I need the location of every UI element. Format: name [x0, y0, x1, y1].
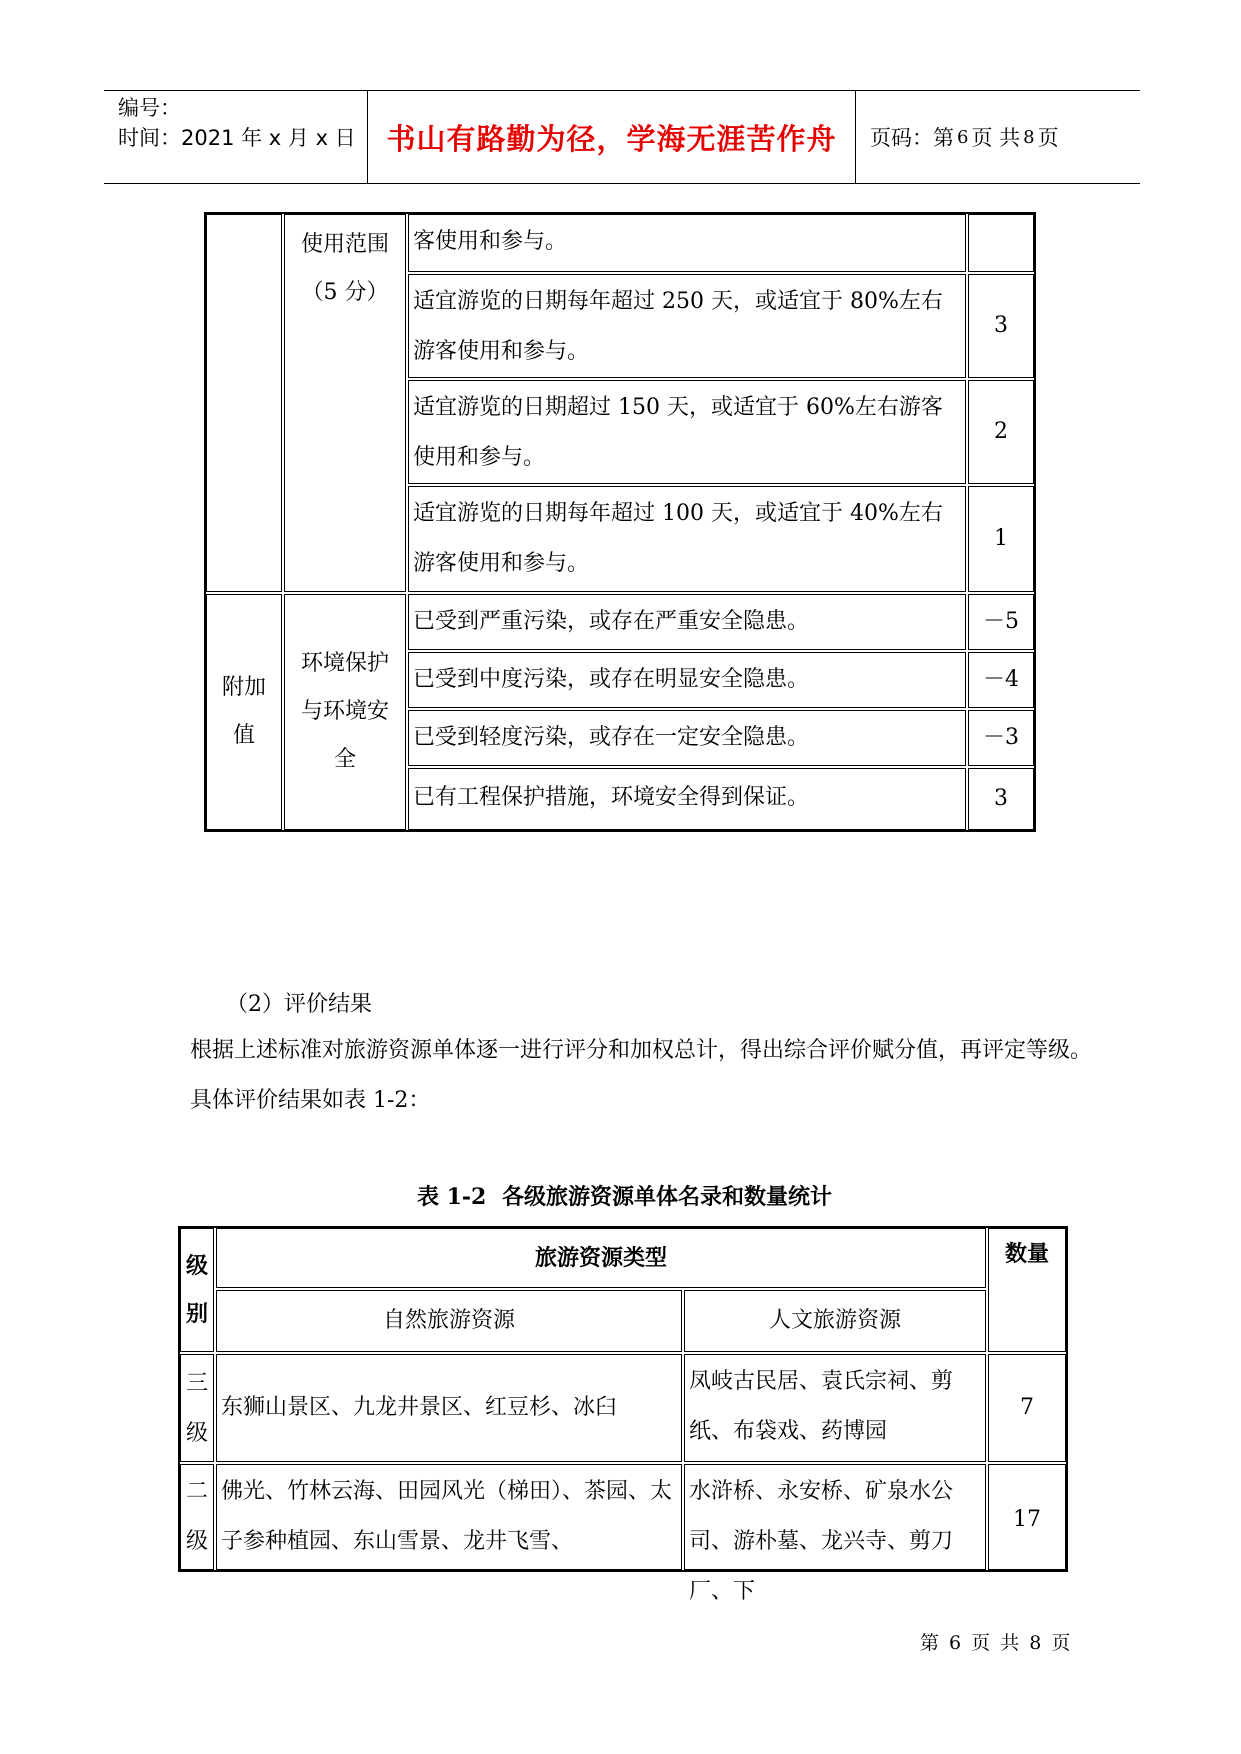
criteria-row: 已有工程保护措施，环境安全得到保证。: [408, 768, 966, 830]
header-page-number: [856, 91, 1140, 183]
page-prefix: 页码：第: [870, 126, 954, 150]
running-header: [104, 90, 1140, 184]
score-cell: [968, 214, 1034, 272]
col-count-header: 数量: [988, 1228, 1066, 1352]
table-caption-id: 表 1-2: [416, 1184, 487, 1210]
table-row-count: 17: [988, 1464, 1066, 1570]
criteria-row: 已受到中度污染，或存在明显安全隐患。: [408, 652, 966, 708]
col-type-header: 旅游资源类型: [216, 1228, 986, 1288]
document-time: 时间：2021 年 x 月 x 日: [118, 126, 356, 150]
criteria-row: 适宜游览的日期超过 150 天，或适宜于 60%左右游客使用和参与。: [408, 380, 966, 484]
criteria-row: 适宜游览的日期每年超过 100 天，或适宜于 40%左右游客使用和参与。: [408, 486, 966, 592]
table-row-count: 7: [988, 1354, 1066, 1462]
table-row-level: 三级: [180, 1354, 214, 1462]
score-cell: －4: [968, 652, 1034, 708]
addon-category-cell: [206, 594, 282, 830]
usage-scope-label: 使用范围（5 分）: [300, 232, 389, 305]
page-mid: 页 共: [971, 126, 1021, 150]
score-cell: 3: [968, 768, 1034, 830]
criteria-row: 已受到严重污染，或存在严重安全隐患。: [408, 594, 966, 650]
table-row-level: 二级: [180, 1464, 214, 1570]
page-footer: 第 6 页 共 8 页: [920, 1632, 1073, 1654]
header-motto: 书山有路勤为径，学海无涯苦作舟: [386, 121, 837, 156]
score-cell: 2: [968, 380, 1034, 484]
category-cell-empty: [206, 214, 282, 592]
page-suffix: 页: [1037, 126, 1059, 150]
env-label: 环境保护与环境安全: [300, 651, 389, 772]
col-cultural-header: 人文旅游资源: [684, 1290, 986, 1352]
criteria-row: 客使用和参与。: [408, 214, 966, 272]
table-row-cultural: 水浒桥、永安桥、矿泉水公司、游朴墓、龙兴寺、剪刀厂、下: [684, 1464, 986, 1570]
header-motto-cell: [368, 91, 856, 183]
document-number-label: 编号：: [118, 96, 181, 120]
header-meta: [104, 91, 368, 183]
addon-label: 附加值: [221, 675, 266, 748]
table-row-cultural: 凤岐古民居、袁氏宗祠、剪纸、布袋戏、药博园: [684, 1354, 986, 1462]
score-cell: 3: [968, 274, 1034, 378]
score-cell: －3: [968, 710, 1034, 766]
table-caption-title: 各级旅游资源单体名录和数量统计: [502, 1184, 833, 1210]
col-level-header: 级别: [180, 1228, 214, 1352]
usage-scope-cell: [284, 214, 406, 592]
criteria-row: 已受到轻度污染，或存在一定安全隐患。: [408, 710, 966, 766]
table-caption: [0, 1180, 1241, 1211]
table-row-natural: 佛光、竹林云海、田园风光（梯田）、茶园、太子参种植园、东山雪景、龙井飞雪、: [216, 1464, 682, 1570]
table-row-natural: 东狮山景区、九龙井景区、红豆杉、冰臼: [216, 1354, 682, 1462]
section-heading: （2）评价结果: [226, 992, 372, 1017]
page-current: 6: [957, 126, 969, 148]
evaluation-table: [204, 212, 1036, 832]
section-body: 根据上述标准对旅游资源单体逐一进行评分和加权总计，得出综合评价赋分值，再评定等级。具体评价结果如表 1-2：: [190, 1038, 1093, 1113]
page-total: 8: [1023, 126, 1035, 148]
resource-table: [178, 1226, 1068, 1604]
criteria-row: 适宜游览的日期每年超过 250 天，或适宜于 80%左右游客使用和参与。: [408, 274, 966, 378]
score-cell: －5: [968, 594, 1034, 650]
col-natural-header: 自然旅游资源: [216, 1290, 682, 1352]
env-factor-cell: [284, 594, 406, 830]
score-cell: 1: [968, 486, 1034, 592]
